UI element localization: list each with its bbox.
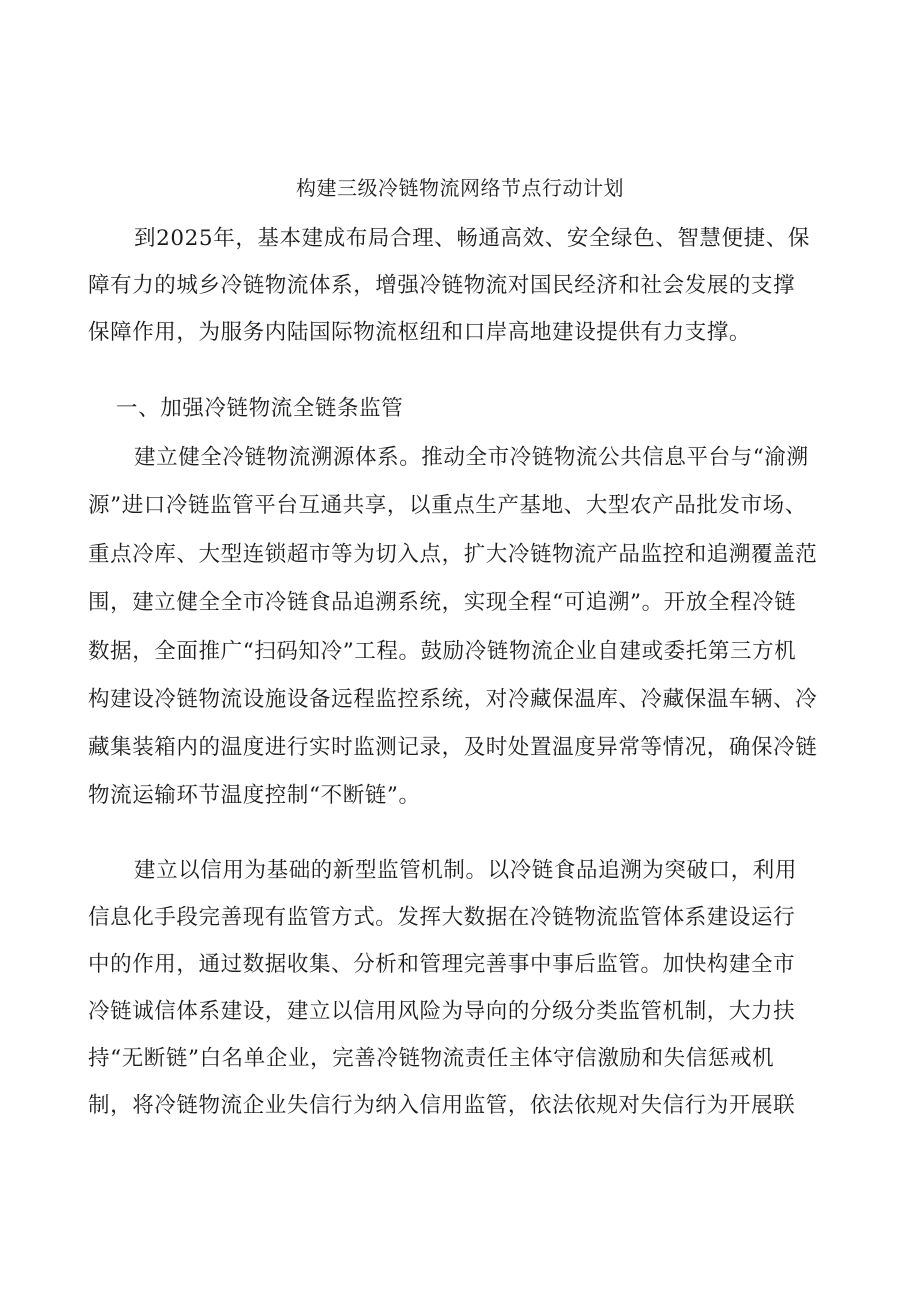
section-heading: 一、加强冷链物流全链条监管 xyxy=(116,396,404,421)
paragraph-line: 制，将冷链物流企业失信行为纳入信用监管，依法依规对失信行为开展联 xyxy=(88,1093,796,1118)
paragraph-line: 保障作用，为服务内陆国际物流枢纽和口岸高地建设提供有力支撑。 xyxy=(88,320,752,345)
paragraph-line: 构建设冷链物流设施设备远程监控系统，对冷藏保温库、冷藏保温车辆、冷 xyxy=(88,687,818,712)
paragraph-line: 到2025年，基本建成布局合理、畅通高效、安全绿色、智慧便捷、保 xyxy=(134,226,810,251)
paragraph-line: 源”进口冷链监管平台互通共享，以重点生产基地、大型农产品批发市场、 xyxy=(88,493,807,518)
paragraph-line: 藏集装箱内的温度进行实时监测记录，及时处置温度异常等情况，确保冷链 xyxy=(88,735,818,760)
paragraph-line: 障有力的城乡冷链物流体系，增强冷链物流对国民经济和社会发展的支撑 xyxy=(88,273,796,298)
paragraph-line: 建立以信用为基础的新型监管机制。以冷链食品追溯为突破口，利用 xyxy=(134,858,798,883)
paragraph-line: 重点冷库、大型连锁超市等为切入点，扩大冷链物流产品监控和追溯覆盖范 xyxy=(88,542,818,567)
paragraph-line: 持“无断链”白名单企业，完善冷链物流责任主体守信激励和失信惩戒机 xyxy=(88,1046,775,1071)
paragraph-line: 围，建立健全全市冷链食品追溯系统，实现全程“可追溯”。开放全程冷链 xyxy=(88,590,797,615)
paragraph-line: 中的作用，通过数据收集、分析和管理完善事中事后监管。加快构建全市 xyxy=(88,952,796,977)
paragraph-line: 物流运输环节温度控制“不断链”。 xyxy=(88,783,421,808)
document-title: 构建三级冷链物流网络节点行动计划 xyxy=(296,176,624,200)
paragraph-line: 信息化手段完善现有监管方式。发挥大数据在冷链物流监管体系建设运行 xyxy=(88,905,796,930)
paragraph-line: 建立健全冷链物流溯源体系。推动全市冷链物流公共信息平台与“渝溯 xyxy=(134,445,809,470)
paragraph-line: 冷链诚信体系建设，建立以信用风险为导向的分级分类监管机制，大力扶 xyxy=(88,999,796,1024)
paragraph-line: 数据，全面推广“扫码知冷”工程。鼓励冷链物流企业自建或委托第三方机 xyxy=(88,639,797,664)
